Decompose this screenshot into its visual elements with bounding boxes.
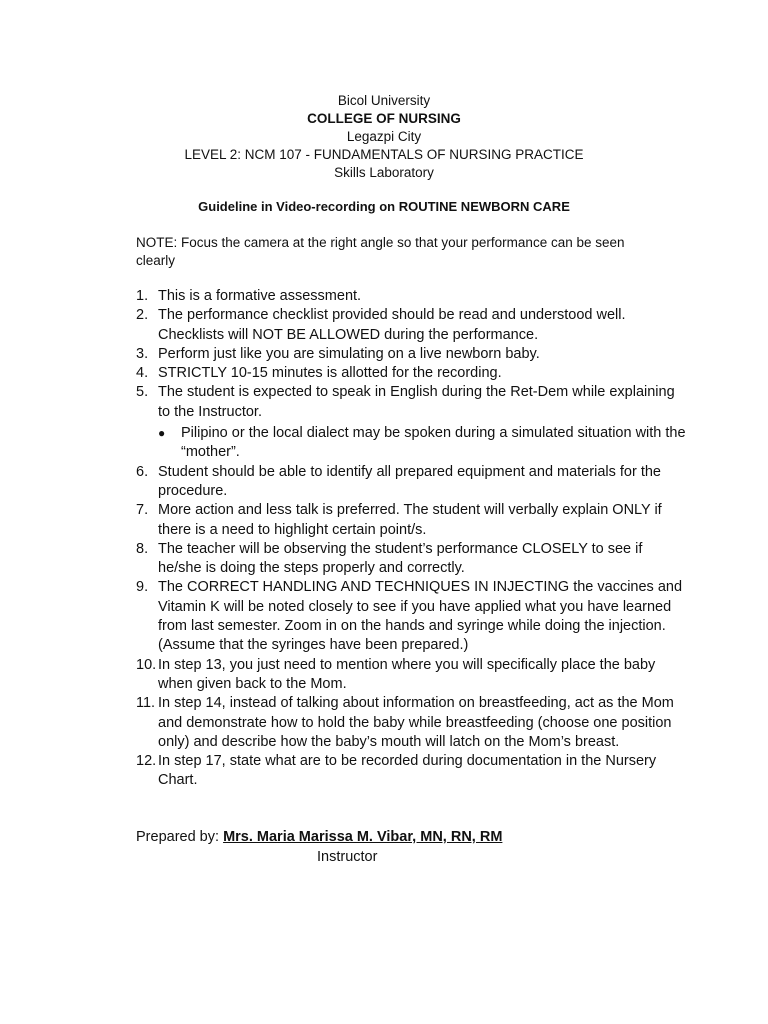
list-item-number: 9. (136, 579, 149, 596)
list-item-number: 1. (136, 288, 149, 304)
list-item-text: In step 14, instead of talking about information on breastfeeding, act as the Mom and demonstrate how to hold the baby while breastfeeding (choose one position only) and describe how the baby’s mouth will latch on the Mom’s breast. (158, 695, 674, 750)
list-item-number: 6. (136, 463, 149, 480)
list-item (136, 578, 686, 655)
city-name: Legazpi City (346, 129, 422, 144)
bullet-icon: ● (158, 426, 166, 441)
list-item-number: 5. (136, 384, 149, 401)
lab-name: Skills Laboratory (334, 165, 434, 180)
list-item-number: 4. (136, 365, 149, 382)
prepared-by-label: Prepared by: (136, 829, 224, 845)
list-item (136, 287, 686, 306)
list-item-number: 3. (136, 345, 149, 362)
list-item (136, 656, 686, 695)
university-name: Bicol University (337, 93, 431, 108)
prepared-by (136, 828, 502, 847)
list-item (136, 694, 686, 752)
list-item (136, 752, 686, 791)
list-item-text: Perform just like you are simulating on a live newborn baby. (158, 345, 540, 362)
list-item-text: More action and less talk is preferred. The student will verbally explain ONLY if there is a need to highlight certain point/s. (158, 502, 662, 538)
list-item-text: In step 17, state what are to be recorded during documentation in the Nursery Chart. (158, 753, 657, 789)
list-item (136, 364, 686, 383)
list-item-text: The student is expected to speak in English during the Ret-Dem while explaining to the Instructor. (158, 384, 675, 420)
list-item (136, 540, 686, 579)
list-item-text: The teacher will be observing the student’s performance CLOSELY to see if he/she is doing the steps properly and correctly. (158, 540, 643, 577)
list-item-number: 7. (136, 502, 149, 519)
list-item-number: 8. (136, 540, 149, 557)
sub-bullet-item (158, 424, 686, 463)
list-item (136, 463, 686, 502)
list-item-text: The performance checklist provided should be read and understood well. Checklists will NOT BE ALLOWED during the performance. (158, 307, 626, 343)
guideline-list (136, 287, 686, 791)
list-item (136, 306, 686, 345)
sub-bullet-text: Pilipino or the local dialect may be spoken during a simulated situation with the “mother”. (181, 425, 686, 461)
list-item-text: In step 13, you just need to mention where you will specifically place the baby when given back to the Mom. (158, 656, 656, 692)
list-item-number: 10. (136, 656, 157, 673)
college-name: COLLEGE OF NURSING (307, 111, 461, 126)
list-item-text: This is a formative assessment. (158, 288, 362, 304)
list-item-text: The CORRECT HANDLING AND TECHNIQUES IN INJECTING the vaccines and Vitamin K will be noted closely to see if you have applied what you have learned from last semester. Zoom in on the hands and syringe while doing the injection. (Assume that the syringes have been prepared.) (158, 579, 683, 654)
guideline-title: Guideline in Video-recording on ROUTINE NEWBORN CARE (198, 199, 570, 214)
list-item-number: 11. (136, 695, 156, 712)
list-item-text: STRICTLY 10-15 minutes is allotted for the recording. (158, 365, 502, 382)
course-title: LEVEL 2: NCM 107 - FUNDAMENTALS OF NURSING PRACTICE (184, 147, 584, 162)
instructor-role: Instructor (317, 849, 378, 865)
note-text: NOTE: Focus the camera at the right angle so that your performance can be seen clearly (136, 235, 625, 268)
list-item-number: 2. (136, 307, 149, 324)
list-item-text: Student should be able to identify all prepared equipment and materials for the procedure. (158, 463, 661, 499)
list-item (136, 345, 686, 364)
instructor-name: Mrs. Maria Marissa M. Vibar, MN, RN, RM (223, 829, 503, 845)
list-item (136, 501, 686, 540)
list-item (136, 383, 686, 422)
document-header (0, 92, 768, 182)
list-item-number: 12. (136, 753, 157, 770)
